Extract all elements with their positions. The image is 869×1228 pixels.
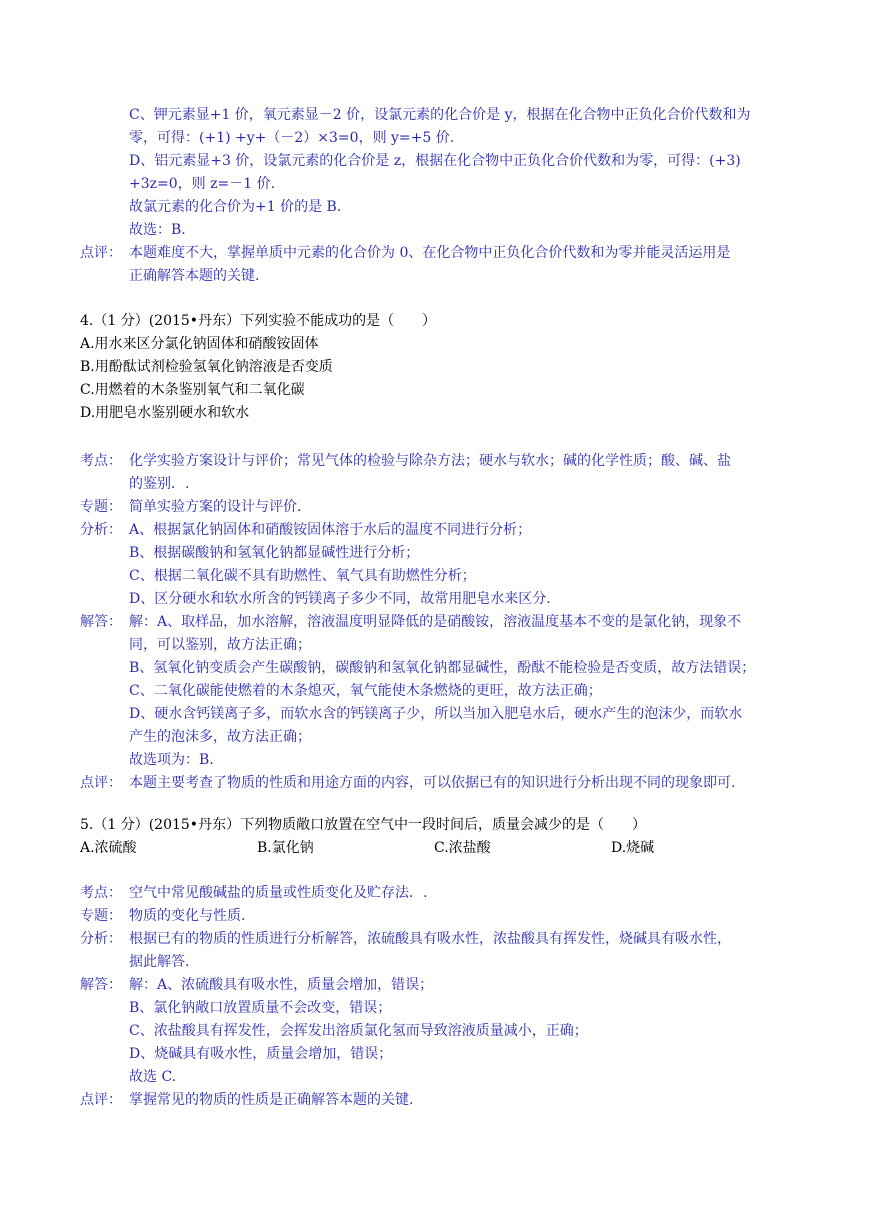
fenxi-line: 根据已有的物质的性质进行分析解答，浓硫酸具有吸水性，浓盐酸具有挥发性，烧碱具有吸水性， — [129, 931, 731, 947]
comment-label: 点评： — [80, 245, 122, 261]
kaodian-text: 空气中常见酸碱盐的质量或性质变化及贮存法．. — [129, 885, 428, 901]
jieda-line: 解：A、取样品，加水溶解，溶液温度明显降低的是硝酸铵，溶液温度基本不变的是氯化钠，现象不 — [129, 614, 742, 630]
solution-line: D、铝元素显+3 价，设氯元素的化合价是 z，根据在化合物中正负化合价代数和为零，可得：(+3) — [129, 153, 741, 169]
question-stem: 4.（1 分）(2015•丹东）下列实验不能成功的是（ ） — [80, 313, 437, 329]
q4-fenxi — [80, 519, 792, 611]
q4-dianping — [80, 772, 792, 795]
comment-line: 本题难度不大，掌握单质中元素的化合价为 0、在化合物中正负化合价代数和为零并能灵活运用是 — [129, 245, 731, 261]
jieda-line: C、二氧化碳能使燃着的木条熄灭，氧气能使木条燃烧的更旺，故方法正确； — [129, 683, 602, 699]
dianping-label: 点评： — [80, 1092, 122, 1108]
question-stem: 5.（1 分）(2015•丹东）下列物质敞口放置在空气中一段时间后，质量会减少的是（ ） — [80, 817, 647, 833]
q4-zhuanti — [80, 496, 792, 519]
solution-line: 故选：B. — [129, 222, 186, 238]
q3-solution-continued — [80, 104, 792, 288]
jieda-line: B、氯化钠敞口放置质量不会改变，错误； — [129, 1000, 392, 1016]
dianping-label: 点评： — [80, 775, 122, 791]
jieda-line: 产生的泡沫多，故方法正确； — [129, 729, 311, 745]
option-a: A.用水来区分氯化钠固体和硝酸铵固体 — [80, 336, 319, 352]
q5-kaodian — [80, 882, 792, 905]
jieda-label: 解答： — [80, 614, 122, 630]
q5-options — [80, 837, 792, 860]
fenxi-label: 分析： — [80, 931, 122, 947]
jieda-line: D、硬水含钙镁离子多，而软水含的钙镁离子少，所以当加入肥皂水后，硬水产生的泡沫少，而软水 — [129, 706, 743, 722]
option-b: B.氯化钠 — [257, 840, 314, 856]
kaodian-label: 考点： — [80, 453, 122, 469]
fenxi-label: 分析： — [80, 522, 122, 538]
jieda-line: B、氢氧化钠变质会产生碳酸钠，碳酸钠和氢氧化钠都显碱性，酚酞不能检验是否变质，故方法错误； — [129, 660, 756, 676]
option-b: B.用酚酞试剂检验氢氧化钠溶液是否变质 — [80, 359, 333, 375]
dianping-text: 掌握常见的物质的性质是正确解答本题的关键. — [129, 1092, 414, 1108]
q3-comment — [80, 242, 792, 288]
zhuanti-label: 专题： — [80, 908, 122, 924]
q5-jieda — [80, 974, 792, 1089]
fenxi-line: B、根据碳酸钠和氢氧化钠都显碱性进行分析； — [129, 545, 420, 561]
jieda-line: C、浓盐酸具有挥发性，会挥发出溶质氯化氢而导致溶液质量减小，正确； — [129, 1023, 588, 1039]
question-4 — [80, 310, 792, 425]
fenxi-line: C、根据二氧化碳不具有助燃性、氧气具有助燃性分析； — [129, 568, 476, 584]
option-d: D.烧碱 — [611, 840, 655, 856]
fenxi-line: D、区分硬水和软水所含的钙镁离子多少不同，故常用肥皂水来区分. — [129, 591, 551, 607]
option-c: C.浓盐酸 — [434, 840, 491, 856]
kaodian-line: 化学实验方案设计与评价；常见气体的检验与除杂方法；硬水与软水；碱的化学性质；酸、碱、盐 — [129, 453, 731, 469]
zhuanti-text: 简单实验方案的设计与评价． — [129, 499, 311, 515]
solution-line: +3z=0，则 z=－1 价. — [129, 176, 276, 192]
q4-jieda — [80, 611, 792, 772]
jieda-line: 解：A、浓硫酸具有吸水性，质量会增加，错误； — [129, 977, 434, 993]
option-c: C.用燃着的木条鉴别氧气和二氧化碳 — [80, 382, 305, 398]
solution-line: C、钾元素显+1 价，氧元素显－2 价，设氯元素的化合价是 y，根据在化合物中正负化合价代数和为 — [129, 107, 751, 123]
dianping-text: 本题主要考查了物质的性质和用途方面的内容，可以依据已有的知识进行分析出现不同的现象即可. — [129, 775, 736, 791]
fenxi-line: 据此解答. — [129, 954, 190, 970]
q5-fenxi — [80, 928, 792, 974]
q5-zhuanti — [80, 905, 792, 928]
fenxi-line: A、根据氯化钠固体和硝酸铵固体溶于水后的温度不同进行分析； — [129, 522, 532, 538]
zhuanti-label: 专题： — [80, 499, 122, 515]
kaodian-label: 考点： — [80, 885, 122, 901]
solution-line: 零，可得：(+1) +y+（－2）×3=0，则 y=+5 价. — [129, 130, 455, 146]
jieda-line: 故选项为：B. — [129, 752, 214, 768]
q5-dianping — [80, 1089, 792, 1112]
kaodian-line: 的鉴别．. — [129, 476, 190, 492]
jieda-line: 同，可以鉴别，故方法正确； — [129, 637, 311, 653]
jieda-line: D、烧碱具有吸水性，质量会增加，错误； — [129, 1046, 393, 1062]
zhuanti-text: 物质的变化与性质． — [129, 908, 255, 924]
q4-kaodian — [80, 450, 792, 496]
jieda-label: 解答： — [80, 977, 122, 993]
option-a: A.浓硫酸 — [80, 840, 137, 856]
comment-line: 正确解答本题的关键. — [129, 268, 260, 284]
question-5 — [80, 814, 792, 860]
q5-analysis — [80, 882, 792, 1112]
q4-analysis — [80, 450, 792, 795]
option-d: D.用肥皂水鉴别硬水和软水 — [80, 405, 250, 421]
q3-solution-lines — [80, 104, 792, 242]
solution-line: 故氯元素的化合价为+1 价的是 B. — [129, 199, 342, 215]
jieda-line: 故选 C. — [129, 1069, 177, 1085]
